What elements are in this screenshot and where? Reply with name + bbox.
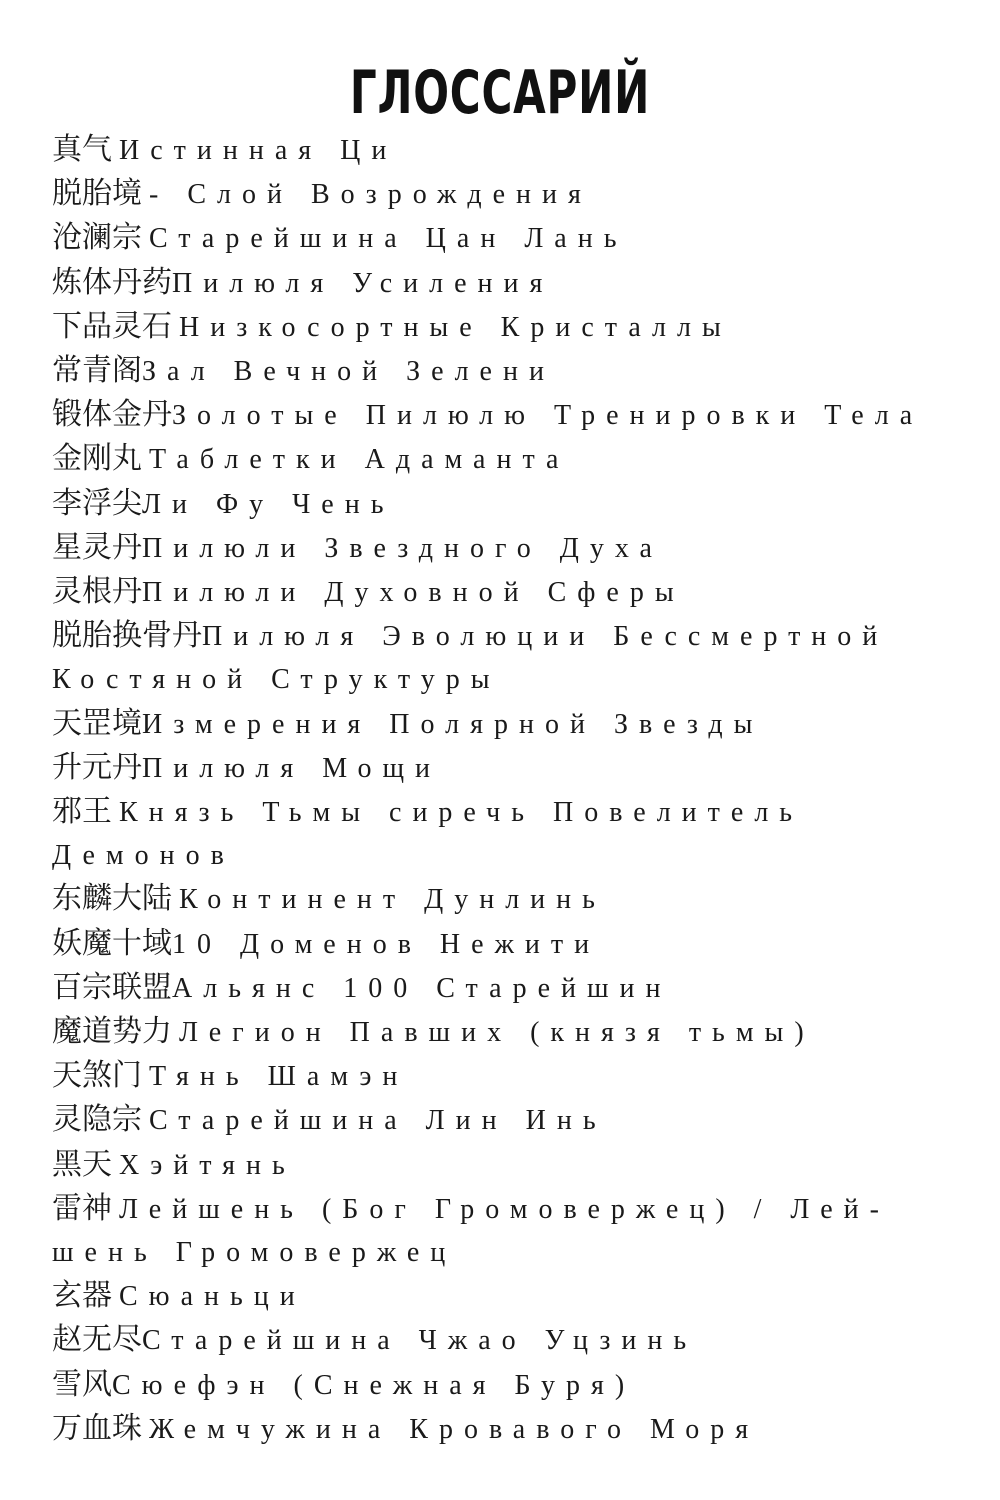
glossary-separator (142, 179, 149, 210)
glossary-separator (172, 312, 179, 343)
glossary-term: 炼体丹药 (52, 264, 172, 300)
glossary-term: 百宗联盟 (52, 969, 172, 1005)
glossary-definition: Старейшина Чжао Уцзинь (142, 1325, 698, 1357)
glossary-entry (52, 261, 972, 305)
glossary-term: 万血珠 (52, 1410, 142, 1446)
glossary-entry (52, 966, 972, 1010)
glossary-definition: Низкосортные Кристаллы (179, 311, 732, 343)
glossary-separator (112, 1194, 119, 1225)
glossary-separator (172, 884, 179, 915)
glossary-definition: Пилюли Звездного Духа (142, 532, 663, 564)
glossary-definition: Легион Павших (князя тьмы) (179, 1017, 815, 1049)
glossary-entry (52, 1274, 972, 1318)
glossary-term: 真气 (52, 132, 112, 167)
glossary-entry (52, 614, 972, 701)
glossary-entry (52, 790, 972, 877)
glossary-definition: Пилюля Эволюции Бессмертной Костяной Структуры (52, 621, 889, 696)
glossary-entry (52, 1098, 972, 1142)
glossary-entry (52, 1407, 972, 1451)
glossary-term: 天煞门 (52, 1058, 142, 1094)
glossary-entry (52, 349, 972, 393)
glossary-entry (52, 702, 972, 746)
glossary-entry (52, 922, 972, 966)
glossary-entry (52, 1187, 972, 1274)
glossary-term: 灵根丹 (52, 574, 142, 610)
glossary-term: 黑天 (52, 1146, 112, 1182)
glossary-definition: Пилюля Мощи (142, 752, 441, 784)
glossary-entry (52, 482, 972, 526)
glossary-term: 沧澜宗 (52, 220, 142, 256)
glossary-term: 邪王 (52, 794, 112, 830)
glossary-term: 魔道势力 (52, 1014, 172, 1050)
glossary-term: 雪风 (52, 1366, 112, 1402)
glossary-entry (52, 570, 972, 614)
glossary-definition: Измерения Полярной Звезды (142, 708, 764, 740)
glossary-definition: Лейшень (Бог Громовержец) / Лей-шень Громовержец (52, 1193, 890, 1269)
glossary-separator (142, 1061, 149, 1092)
glossary-list (52, 128, 972, 1451)
glossary-term: 金刚丸 (52, 441, 142, 477)
glossary-term: 锻体金丹 (52, 397, 172, 433)
glossary-entry (52, 128, 972, 172)
glossary-term: 天罡境 (52, 705, 142, 741)
glossary-separator (112, 797, 119, 828)
glossary-entry (52, 1143, 972, 1187)
glossary-definition: Ли Фу Чень (142, 488, 395, 520)
glossary-entry (52, 1010, 972, 1054)
glossary-term: 雷神 (52, 1190, 112, 1226)
glossary-entry (52, 746, 972, 790)
glossary-definition: Истинная Ци (119, 135, 398, 166)
glossary-definition: Континент Дунлинь (179, 884, 606, 916)
glossary-entry (52, 437, 972, 481)
glossary-separator (112, 135, 119, 166)
glossary-separator (112, 1150, 119, 1181)
glossary-definition: Зал Вечной Зелени (142, 356, 555, 388)
glossary-definition: Тянь Шамэн (149, 1061, 409, 1093)
glossary-definition: Пилюля Усиления (172, 267, 554, 299)
glossary-separator (172, 1017, 179, 1048)
glossary-separator (142, 444, 149, 475)
page-title: ГЛОССАРИЙ (349, 58, 651, 128)
glossary-term: 脱胎境 (52, 176, 142, 212)
glossary-separator (142, 223, 149, 254)
glossary-definition: Хэйтянь (119, 1149, 296, 1181)
glossary-definition: Князь Тьмы сиречь Повелитель Демонов (52, 797, 804, 872)
glossary-definition: Таблетки Адаманта (149, 444, 570, 476)
glossary-term: 赵无尽 (52, 1322, 142, 1358)
glossary-definition: Старейшина Лин Инь (149, 1105, 607, 1137)
glossary-separator (112, 1281, 119, 1312)
glossary-definition: - Слой Возрождения (149, 179, 592, 211)
glossary-term: 常青阁 (52, 353, 142, 389)
glossary-entry (52, 305, 972, 349)
glossary-definition: Сюаньци (119, 1281, 306, 1313)
glossary-entry (52, 1318, 972, 1362)
glossary-term: 星灵丹 (52, 529, 142, 565)
glossary-entry (52, 172, 972, 216)
glossary-entry (52, 1363, 972, 1407)
glossary-term: 脱胎换骨丹 (52, 618, 202, 654)
glossary-term: 升元丹 (52, 749, 142, 785)
glossary-term: 东麟大陆 (52, 881, 172, 917)
glossary-term: 李浮尖 (52, 485, 142, 521)
glossary-term: 妖魔十域 (52, 925, 172, 961)
glossary-separator (142, 1414, 149, 1445)
glossary-entry (52, 526, 972, 570)
glossary-term: 玄器 (52, 1278, 112, 1314)
glossary-definition: Золотые Пилюлю Тренировки Тела (172, 400, 924, 432)
glossary-definition: Сюефэн (Снежная Буря) (112, 1369, 636, 1401)
glossary-definition: Пилюли Духовной Сферы (142, 577, 685, 609)
glossary-definition: 10 Доменов Нежити (172, 928, 601, 960)
glossary-definition: Альянс 100 Старейшин (172, 972, 672, 1004)
glossary-entry (52, 1054, 972, 1098)
glossary-separator (142, 1105, 149, 1136)
glossary-entry (52, 393, 972, 437)
glossary-definition: Жемчужина Кровавого Моря (149, 1413, 760, 1445)
glossary-term: 灵隐宗 (52, 1102, 142, 1138)
glossary-definition: Старейшина Цан Лань (149, 223, 628, 255)
glossary-entry (52, 216, 972, 260)
glossary-term: 下品灵石 (52, 308, 172, 344)
glossary-entry (52, 877, 972, 921)
